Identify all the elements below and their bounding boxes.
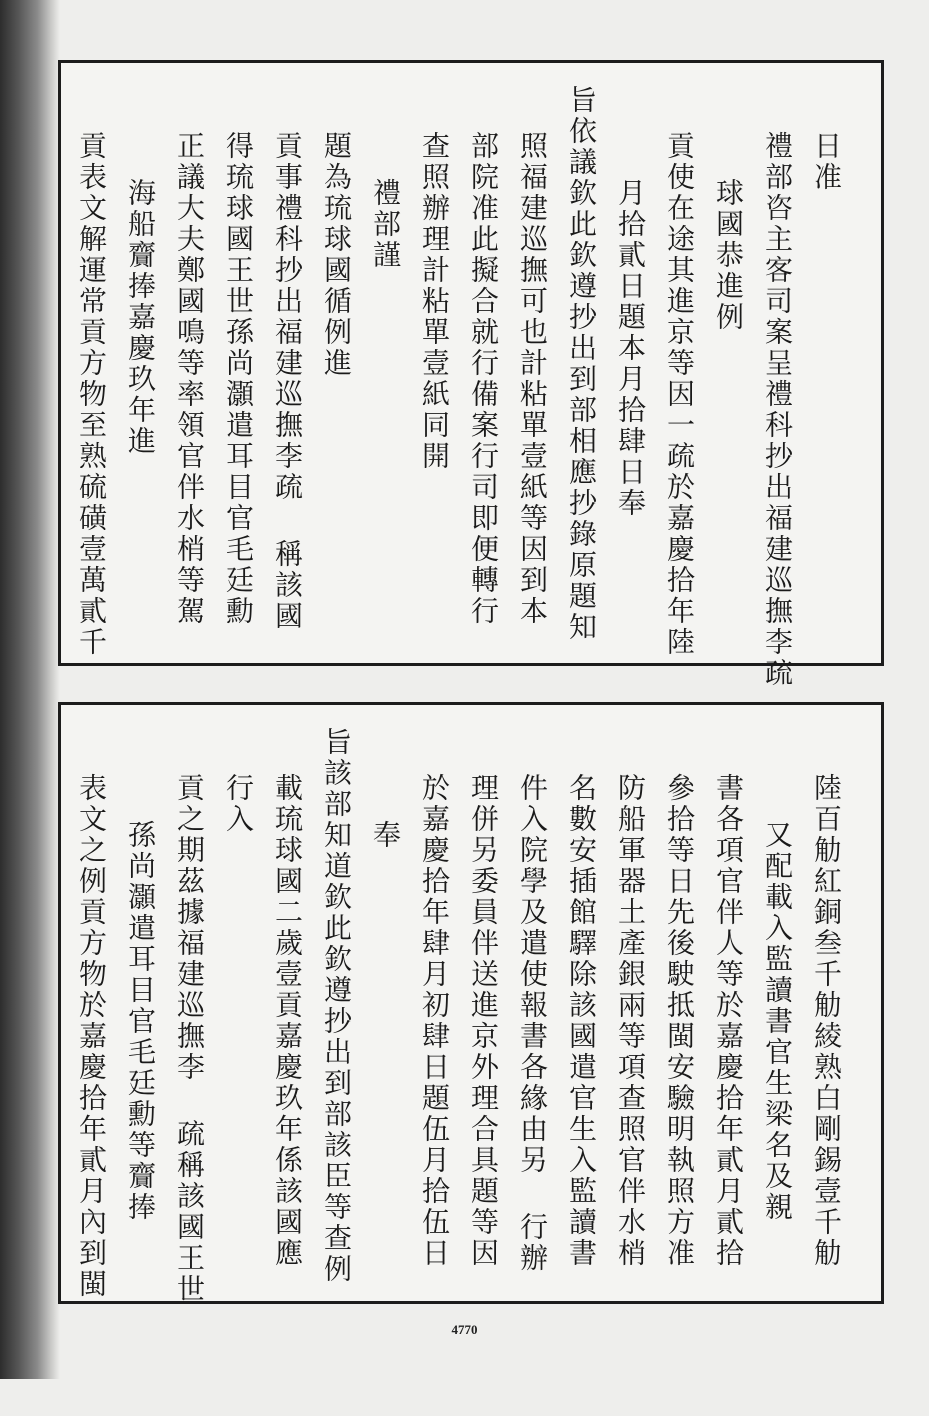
text-columns-bottom xyxy=(61,705,881,1305)
text-column: 理併另委員伴送進京外理合具題等因 xyxy=(467,773,500,1269)
document-panel-top xyxy=(58,60,884,689)
text-column: 日准 xyxy=(810,131,843,193)
text-column: 載琉球國二歲壹貢嘉慶玖年係該國應 xyxy=(271,773,304,1269)
text-column: 禮部謹 xyxy=(369,178,402,271)
text-column: 名數安插館驛除該國遣官生入監讀書 xyxy=(565,773,598,1269)
text-column: 貢表文解運常貢方物至熟硫磺壹萬貳千 xyxy=(75,131,108,658)
text-column: 貢使在途其進京等因一疏於嘉慶拾年陸 xyxy=(663,131,696,658)
text-column: 書各項官伴人等於嘉慶拾年貳月貳拾 xyxy=(712,773,745,1269)
text-column: 禮部咨主客司案呈禮科抄出福建巡撫李疏 xyxy=(761,131,794,689)
text-column: 又配載入監讀書官生梁名及親 xyxy=(761,820,794,1223)
text-column: 陸百觔紅銅叁千觔綾熟白剛錫壹千觔 xyxy=(810,773,843,1269)
text-column: 部院准此擬合就行備案行司即便轉行 xyxy=(467,131,500,627)
text-column: 正議大夫鄭國鳴等率領官伴水梢等駕 xyxy=(173,131,206,627)
document-panel-bottom xyxy=(58,702,884,1304)
text-column: 件入院學及遣使報書各緣由另 行辦 xyxy=(516,773,549,1274)
text-column: 奉 xyxy=(369,820,402,851)
text-column: 行入 xyxy=(222,773,255,835)
text-column: 照福建巡撫可也計粘單壹紙等因到本 xyxy=(516,131,549,627)
text-column: 貢之期茲據福建巡撫李 疏稱該國王世 xyxy=(173,773,206,1305)
book-binding-shadow xyxy=(0,0,60,1379)
text-column: 貢事禮科抄出福建巡撫李疏 稱該國 xyxy=(271,131,304,632)
text-column: 表文之例貢方物於嘉慶拾年貳月內到閩 xyxy=(75,773,108,1300)
text-columns-top xyxy=(61,63,881,689)
text-column: 旨依議欽此欽遵抄出到部相應抄錄原題知 xyxy=(565,85,598,643)
text-column: 海船齎捧嘉慶玖年進 xyxy=(124,178,157,457)
text-column: 查照辦理計粘單壹紙同開 xyxy=(418,131,451,472)
text-column: 球國恭進例 xyxy=(712,178,745,333)
page-number: 4770 xyxy=(451,1322,478,1337)
text-column: 題為琉球國循例進 xyxy=(320,131,353,379)
text-column: 旨該部知道欽此欽遵抄出到部該臣等查例 xyxy=(320,727,353,1285)
text-column: 孫尚灝遣耳目官毛廷勳等齎捧 xyxy=(124,820,157,1223)
text-column: 參拾等日先後駛抵閩安驗明執照方准 xyxy=(663,773,696,1269)
text-column: 防船軍器土產銀兩等項查照官伴水梢 xyxy=(614,773,647,1269)
text-column: 月拾貳日題本月拾肆日奉 xyxy=(614,178,647,519)
text-column: 於嘉慶拾年肆月初肆日題伍月拾伍日 xyxy=(418,773,451,1269)
text-column: 得琉球國王世孫尚灝遣耳目官毛廷勳 xyxy=(222,131,255,627)
